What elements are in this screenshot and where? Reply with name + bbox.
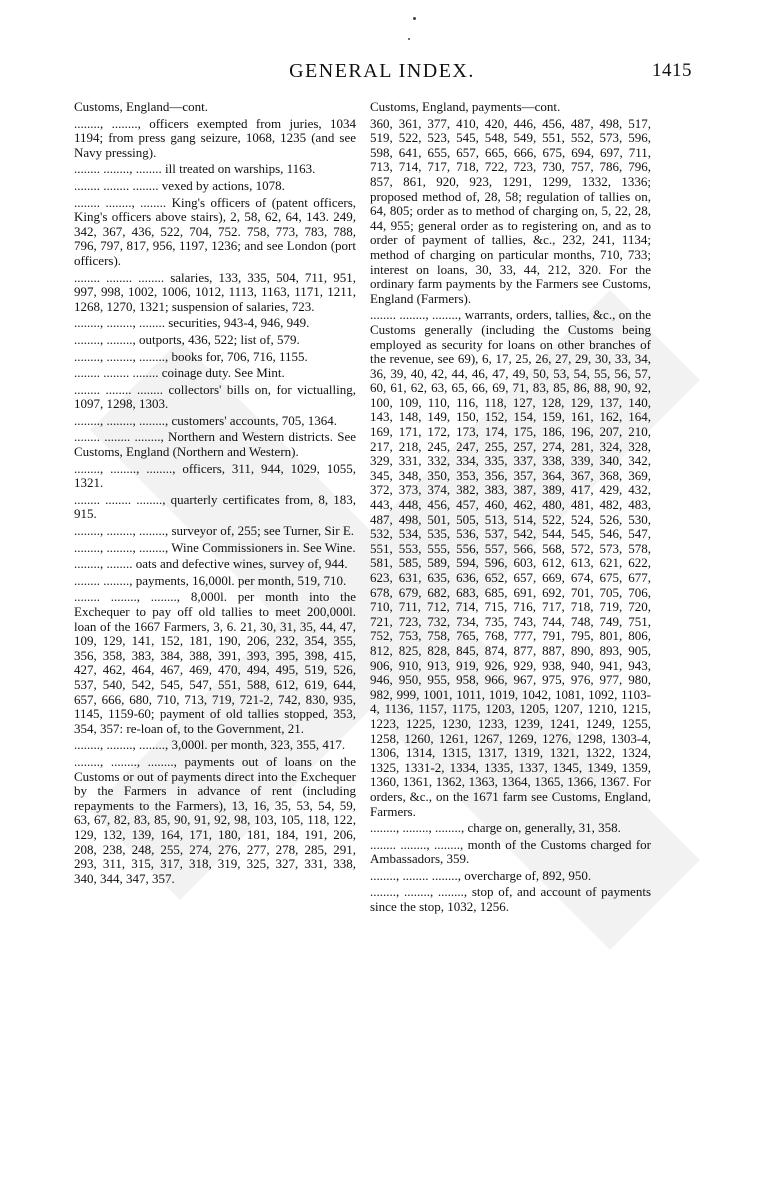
index-entry: ........ ........ ........, Northern and Western districts. See Customs, England (Northern and Western). bbox=[74, 429, 356, 460]
index-entry: 360, 361, 377, 410, 420, 446, 456, 487, 498, 517, 519, 522, 523, 545, 548, 549, 551, 552, 573, 596, 598, 641, 655, 657, 665, 666, 675, 694, 697, 711, 713, 714, 717, 718, 722, 723, 730, 757, 786, 796, 857, 861, 920, 923, 1291, 1299, 1332, 1336; proposed method of, 28, 58; regulation of tallies on, 64, 805; order as to method of charging on, 5, 22, 28, 44, 955; general order as to registering on, and as to order of payment of tallies, &c., 232, 241, 1134; method of charging on particular months, 710, 733; interest on loans, 30, 33, 44, 212, 320. For the ordinary farm payments by the Farmers see Customs, England (Farmers). bbox=[370, 115, 651, 306]
page-header bbox=[72, 58, 692, 88]
index-entry: ........, ........, ........, 3,000l. per month, 323, 355, 417. bbox=[74, 737, 346, 753]
index-entry: ........ ........, payments, 16,000l. per month, 519, 710. bbox=[74, 572, 347, 588]
index-entry: ........, ........, ........, surveyor of, 255; see Turner, Sir E. bbox=[74, 523, 355, 539]
index-entry: ........, ........ oats and defective wines, survey of, 944. bbox=[74, 556, 348, 572]
index-entry: ........ ........, ........ King's officers of (patent officers, King's officers above stairs), 2, 58, 62, 64, 143. 249, 342, 367, 436, 522, 704, 752. 758, 773, 783, 788, 796, 797, 817, 956, 1197, 1236; and see London (port officers). bbox=[74, 194, 356, 268]
page-number: 1415 bbox=[652, 60, 692, 81]
ink-speck bbox=[408, 38, 410, 40]
index-entry: ........, ........, ........ securities, 943-4, 946, 949. bbox=[74, 315, 310, 331]
index-entry: ........, ........ ........, overcharge of, 892, 950. bbox=[370, 867, 592, 883]
index-entry: ........ ........ ........ collectors' bills on, for victualling, 1097, 1298, 1303. bbox=[74, 381, 356, 412]
index-entry: ........, ........, ........, books for, 706, 716, 1155. bbox=[74, 348, 308, 364]
right-column bbox=[370, 100, 651, 917]
ink-speck bbox=[413, 17, 416, 20]
index-entry: ........ ........, ........, month of the Customs charged for Ambassadors, 359. bbox=[370, 836, 651, 867]
index-entry: ........ ........ ........ salaries, 133, 335, 504, 711, 951, 997, 998, 1002, 1006, 1012, 1113, 1163, 1171, 1211, 1268, 1270, 1321; suspension of salaries, 723. bbox=[74, 269, 356, 314]
index-entry: ........ ........, ........, warrants, orders, tallies, &c., on the Customs generally (including the Customs being employed as security for loans on other branches of the revenue, see 69), 6, 17, 25, 26, 27, 29, 30, 33, 34, 36, 39, 40, 42, 44, 46, 47, 49, 50, 53, 54, 55, 56, 57, 60, 61, 62, 63, 65, 66, 69, 71, 83, 85, 86, 88, 90, 92, 100, 109, 110, 116, 118, 127, 128, 129, 137, 140, 143, 148, 149, 150, 152, 154, 159, 161, 162, 164, 169, 171, 172, 173, 174, 175, 186, 196, 207, 210, 217, 218, 245, 247, 255, 257, 274, 281, 324, 328, 329, 331, 332, 334, 335, 337, 338, 339, 340, 342, 345, 348, 350, 353, 356, 357, 364, 367, 368, 369, 372, 373, 374, 382, 383, 387, 389, 417, 429, 432, 443, 448, 456, 457, 460, 462, 480, 481, 482, 483, 487, 498, 501, 505, 513, 514, 522, 524, 526, 530, 532, 534, 535, 536, 537, 542, 544, 545, 546, 547, 551, 553, 555, 556, 557, 566, 568, 572, 573, 578, 581, 585, 589, 594, 596, 603, 612, 613, 621, 622, 623, 631, 635, 636, 652, 657, 669, 674, 675, 677, 678, 679, 682, 683, 685, 691, 692, 701, 705, 706, 710, 711, 712, 714, 715, 716, 717, 718, 719, 720, 721, 723, 732, 734, 735, 743, 744, 748, 749, 751, 752, 753, 758, 765, 768, 777, 791, 795, 801, 806, 812, 825, 828, 845, 874, 877, 887, 890, 893, 905, 906, 910, 913, 919, 926, 929, 938, 940, 941, 943, 946, 950, 955, 958, 966, 967, 975, 976, 977, 980, 982, 999, 1001, 1011, 1019, 1042, 1081, 1092, 1103-4, 1136, 1157, 1175, 1203, 1205, 1207, 1210, 1215, 1223, 1225, 1230, 1233, 1239, 1241, 1249, 1255, 1258, 1260, 1261, 1267, 1269, 1276, 1298, 1303-4, 1306, 1314, 1315, 1317, 1319, 1321, 1322, 1324, 1325, 1331-2, 1334, 1335, 1337, 1345, 1349, 1359, 1360, 1361, 1362, 1363, 1364, 1365, 1366, 1367. For orders, &c., on the 1671 farm see Customs, England, Farmers. bbox=[370, 307, 651, 819]
index-entry: ........ ........, ........, 8,000l. per month into the Exchequer to pay off old tallies to meet 200,000l. loan of the 1667 Farmers, 3, 6. 21, 30, 31, 35, 44, 47, 109, 129, 141, 152, 181, 190, 206, 232, 354, 355, 356, 358, 383, 384, 388, 391, 393, 395, 398, 415, 427, 462, 464, 467, 469, 470, 494, 495, 519, 526, 537, 540, 542, 545, 547, 551, 588, 612, 619, 644, 657, 666, 680, 710, 713, 719, 721-2, 742, 830, 935, 1145, 1159-60; payment of old tallies stopped, 353, 354, 357: re-loan of, to the Government, 21. bbox=[74, 589, 356, 736]
index-entry: ........, ........, ........, payments out of loans on the Customs or out of payments direct into the Exchequer by the Farmers in advance of rent (including repayments to the Farmers), 13, 16, 35, 53, 54, 59, 63, 67, 82, 83, 85, 90, 91, 92, 98, 103, 105, 118, 122, 129, 132, 139, 164, 171, 180, 181, 184, 191, 206, 208, 238, 248, 255, 274, 276, 277, 278, 285, 291, 293, 311, 315, 317, 318, 319, 325, 327, 331, 338, 340, 344, 347, 357. bbox=[74, 753, 356, 886]
index-entry: ........, ........, ........, stop of, and account of payments since the stop, 1032, 1256. bbox=[370, 884, 651, 915]
index-entry: ........, ........, ........, charge on, generally, 31, 358. bbox=[370, 820, 621, 836]
page-title: GENERAL INDEX. bbox=[289, 60, 475, 82]
column-heading: Customs, England, payments—cont. bbox=[370, 99, 561, 114]
left-column bbox=[74, 100, 356, 888]
index-entry: ........, ........, ........, Wine Commissioners in. See Wine. bbox=[74, 539, 356, 555]
index-entry: ........ ........, ........ ill treated on warships, 1163. bbox=[74, 161, 316, 177]
index-entry: ........, ........, ........, customers' accounts, 705, 1364. bbox=[74, 412, 338, 428]
index-entry: ........ ........ ........ vexed by actions, 1078. bbox=[74, 177, 285, 193]
index-entry: ........, ........, officers exempted from juries, 1034 1194; from press gang seizure, 1068, 1235 (and see Navy pressing). bbox=[74, 115, 356, 160]
index-entry: ........ ........ ........, quarterly certificates from, 8, 183, 915. bbox=[74, 491, 356, 522]
index-entry: ........ ........ ........ coinage duty. See Mint. bbox=[74, 365, 285, 381]
column-heading: Customs, England—cont. bbox=[74, 99, 208, 114]
index-entry: ........, ........, outports, 436, 522; list of, 579. bbox=[74, 331, 300, 347]
index-entry: ........, ........, ........, officers, 311, 944, 1029, 1055, 1321. bbox=[74, 460, 356, 491]
